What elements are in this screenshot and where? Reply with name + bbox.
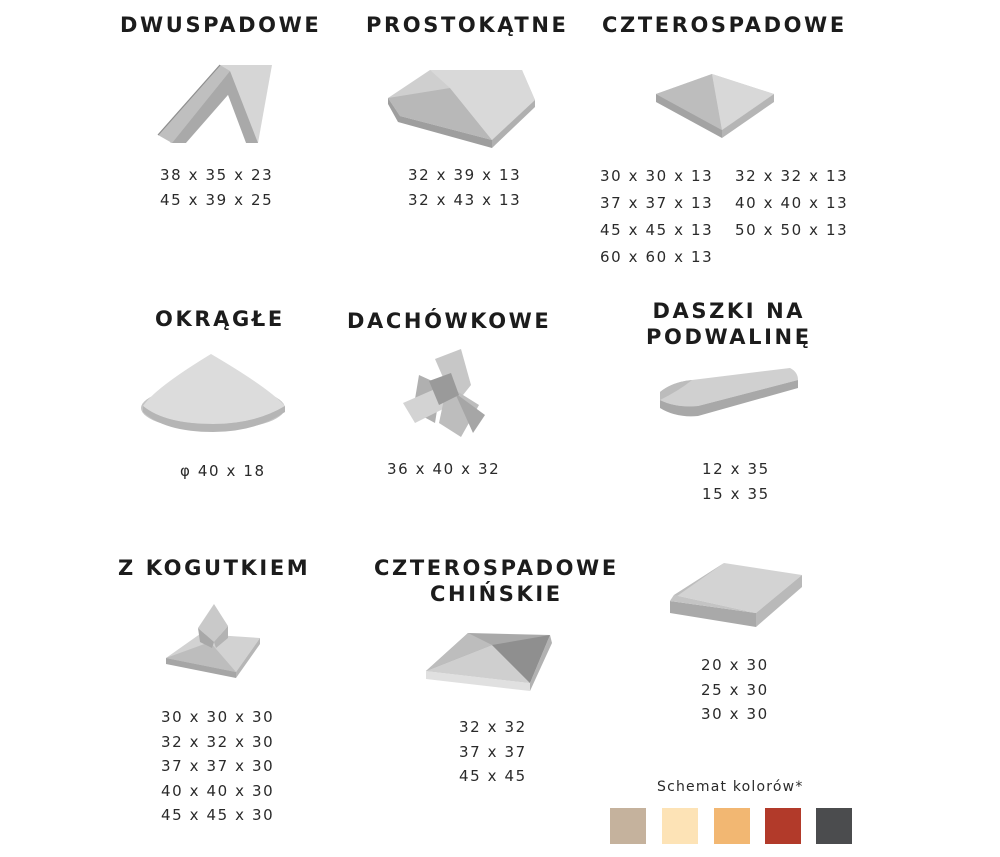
dim-row: 25 x 30	[701, 680, 769, 699]
dim-row: 45 x 39 x 25	[160, 190, 274, 209]
title-dachowkowe: DACHÓWKOWE	[347, 309, 552, 333]
dims-dachowkowe	[387, 457, 500, 482]
title-prostokatne: PROSTOKĄTNE	[366, 13, 569, 37]
title-chinskie	[374, 555, 619, 607]
dim-row: 60 x 60 x 13	[600, 248, 714, 266]
title-okragle: OKRĄGŁE	[155, 307, 285, 331]
dim-row: 32 x 32 x 30	[161, 732, 275, 751]
dims-wall-coping	[701, 653, 769, 727]
round-cap-icon	[135, 348, 295, 438]
dims-czterospadowe-col1	[600, 163, 713, 271]
dim-row: 40 x 40 x 30	[161, 781, 275, 800]
dim-row: 32 x 43 x 13	[408, 190, 522, 209]
dims-czterospadowe-col2	[735, 163, 848, 244]
dim-row: 45 x 45 x 13	[600, 221, 714, 239]
title-czterospadowe: CZTEROSPADOWE	[602, 13, 847, 37]
dims-okragle	[180, 459, 266, 484]
dims-daszki	[702, 457, 770, 506]
dim-row: φ 40 x 18	[180, 462, 266, 480]
rectangular-cap-icon	[380, 60, 540, 155]
title-kogutek: Z KOGUTKIEM	[118, 556, 311, 580]
dim-row: 15 x 35	[702, 484, 770, 503]
title-line: CZTEROSPADOWE	[374, 556, 619, 580]
color-swatch-cream	[662, 808, 698, 844]
color-swatch-beige	[610, 808, 646, 844]
dims-dwuspadowe	[160, 163, 273, 212]
dims-prostokatne	[408, 163, 521, 212]
dim-row: 32 x 32 x 13	[735, 167, 849, 185]
title-line: DASZKI NA	[652, 299, 806, 323]
dim-row: 30 x 30 x 30	[161, 708, 275, 726]
gable-cap-icon	[150, 55, 280, 150]
color-swatch-sand	[714, 808, 750, 844]
dim-row: 37 x 37 x 13	[600, 194, 714, 212]
finial-cap-icon	[160, 598, 270, 688]
dims-chinskie	[459, 715, 527, 789]
plinth-cap-icon	[652, 362, 802, 427]
title-line: CHIŃSKIE	[430, 582, 563, 606]
wall-coping-icon	[664, 555, 809, 640]
dim-row: 37 x 37	[459, 742, 527, 761]
dim-row: 12 x 35	[702, 460, 770, 478]
dim-row: 30 x 30 x 13	[600, 167, 714, 185]
title-line: PODWALINĘ	[646, 325, 812, 349]
tile-cap-icon	[395, 345, 505, 445]
dim-row: 20 x 30	[701, 656, 769, 674]
dim-row: 32 x 32	[459, 718, 527, 736]
dim-row: 40 x 40 x 13	[735, 194, 849, 212]
dim-row: 45 x 45 x 30	[161, 806, 275, 824]
color-swatch-graphite	[816, 808, 852, 844]
chinese-hip-cap-icon	[420, 625, 560, 705]
dim-row: 36 x 40 x 32	[387, 460, 501, 478]
dim-row: 30 x 30	[701, 705, 769, 723]
dim-row: 37 x 37 x 30	[161, 757, 275, 775]
color-swatch-red	[765, 808, 801, 844]
dim-row: 45 x 45	[459, 767, 527, 785]
title-daszki	[646, 298, 812, 350]
dims-kogutek	[161, 705, 274, 828]
dim-row: 38 x 35 x 23	[160, 166, 274, 184]
dim-row: 32 x 39 x 13	[408, 166, 522, 184]
dim-row: 50 x 50 x 13	[735, 221, 849, 239]
title-dwuspadowe: DWUSPADOWE	[120, 13, 322, 37]
color-scheme-label: Schemat kolorów*	[657, 779, 804, 795]
hip-cap-icon	[650, 60, 780, 145]
